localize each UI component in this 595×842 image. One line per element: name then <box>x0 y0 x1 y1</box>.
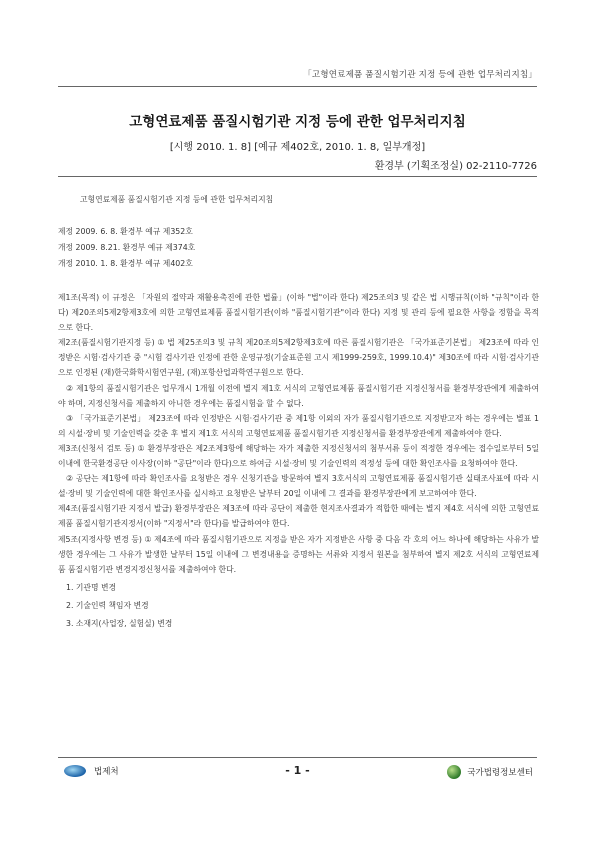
title-rule <box>58 176 537 177</box>
list-item: 3. 소재지(사업장, 실험실) 변경 <box>66 618 173 628</box>
header-rule <box>58 86 537 87</box>
page-footer <box>58 762 537 784</box>
article-2-para-3: ③ 「국가표준기본법」 제23조에 따라 인정받은 시험·검사기관 중 제1항 이외의 자가 품질시험기관으로 지정받고자 하는 경우에는 별표 1의 시설·장비 및 기술인력을 갖춘 후 별지 제1호 서식의 고형연료제품 품질시험기관 지정신청서를 환경부장관에게 제출하여야 한다. <box>58 413 539 438</box>
law-center-logo-icon <box>447 765 461 779</box>
history-line: 개정 2010. 1. 8. 환경부 예규 제402호 <box>58 259 193 268</box>
enforcement-info: [시행 2010. 1. 8] [예규 제402호, 2010. 1. 8, 일부개정] <box>169 142 426 153</box>
footer-left-label: 법제처 <box>94 767 119 777</box>
page-number: - 1 - <box>285 764 310 777</box>
article-3: 제3조(신청서 검토 등) ① 환경부장관은 제2조제3항에 해당하는 자가 제출한 지정신청서의 첨부서류 등이 적정한 경우에는 접수일로부터 5일 이내에 한국환경공단 이사장(이하 "공단"이라 한다)으로 하여금 시설·장비 및 기술인력의 적정성 등에 대한 확인조사를 요청하여야 한다. <box>58 443 539 469</box>
list-item: 2. 기술인력 책임자 변경 <box>66 600 149 610</box>
article-5: 제5조(지정사항 변경 등) ① 제4조에 따라 품질시험기관으로 지정을 받은 자가 지정받은 사항 중 다음 각 호의 어느 하나에 해당하는 사유가 발생한 경우에는 그 사유가 발생한 날부터 15일 이내에 그 변경내용을 증명하는 서류와 지정서 원본을 첨부하여 별지 제2호 서식의 고형연료제품 품질시험기관 변경지정신청서를 제출하여야 한다. <box>58 534 539 574</box>
footer-right <box>447 765 533 779</box>
department-contact: 환경부 (기획조정실) 02-2110-7726 <box>374 161 537 172</box>
article-2-para-2: ② 제1항의 품질시험기관은 업무개시 1개월 이전에 별지 제1호 서식의 고형연료제품 품질시험기관 지정신청서를 환경부장관에게 제출하여야 하며, 지정신청서를 제출하지 아니한 경우에는 품질시험을 할 수 없다. <box>58 383 539 408</box>
document-title: 고형연료제품 품질시험기관 지정 등에 관한 업무처리지침 <box>129 114 466 130</box>
footer-right-label: 국가법령정보센터 <box>467 768 533 778</box>
article-2: 제2조(품질시험기관지정 등) ① 법 제25조의3 및 규칙 제20조의5제2항제3호에 따른 품질시험기관은 「국가표준기본법」 제23조에 따라 인정받은 시험·검사기관 중 "시험 검사기관 인정에 관한 운영규정(기술표준원 고시 제1999-259호, 1999.10.4)" 제30조에 따라 시험·검사기관으로 인정된 (재)한국화학시험연구원, (재)포항산업과학연구원으로 한다. <box>58 338 539 378</box>
article-3-para-2: ② 공단는 제1항에 따라 확인조사를 요청받은 경우 신청기관을 방문하여 별지 3호서식의 고형연료제품 품질시험기관 실태조사표에 따라 시설·장비 및 기술인력에 대한 확인조사를 실시하고 요청받은 날부터 20일 이내에 그 결과를 환경부장관에게 보고하여야 한다. <box>58 474 539 499</box>
article-1: 제1조(목적) 이 규정은 「자원의 절약과 재활용촉진에 관한 법률」(이하 "법"이라 한다) 제25조의3 및 같은 법 시행규칙(이하 "규칙"이라 한다) 제20조의5제2항제3호에 의한 고형연료제품 품질시험기관(이하 "품질시험기관"이라 한다) 지정 및 관리 등에 필요한 사항을 정함을 목적으로 한다. <box>58 293 539 333</box>
history-line: 개정 2009. 8.21. 환경부 예규 제374호 <box>58 243 196 252</box>
list-item: 1. 기관명 변경 <box>66 582 117 592</box>
footer-rule <box>58 757 537 758</box>
document-heading: 고형연료제품 품질시험기관 지정 등에 관한 업무처리지침 <box>80 195 274 204</box>
article-4: 제4조(품질시험기관 지정서 발급) 환경부장관은 제3조에 따라 공단이 제출한 현지조사결과가 적합한 때에는 별지 제4호 서식에 의한 고형연료제품 품질시험기관지정서(이하 "지정서"라 한다)를 발급하여야 한다. <box>58 504 539 529</box>
history-line: 제정 2009. 6. 8. 환경부 예규 제352호 <box>58 227 193 236</box>
regulation-body <box>58 290 539 631</box>
running-header: 「고형연료제품 품질시험기관 지정 등에 관한 업무처리지침」 <box>303 70 537 80</box>
